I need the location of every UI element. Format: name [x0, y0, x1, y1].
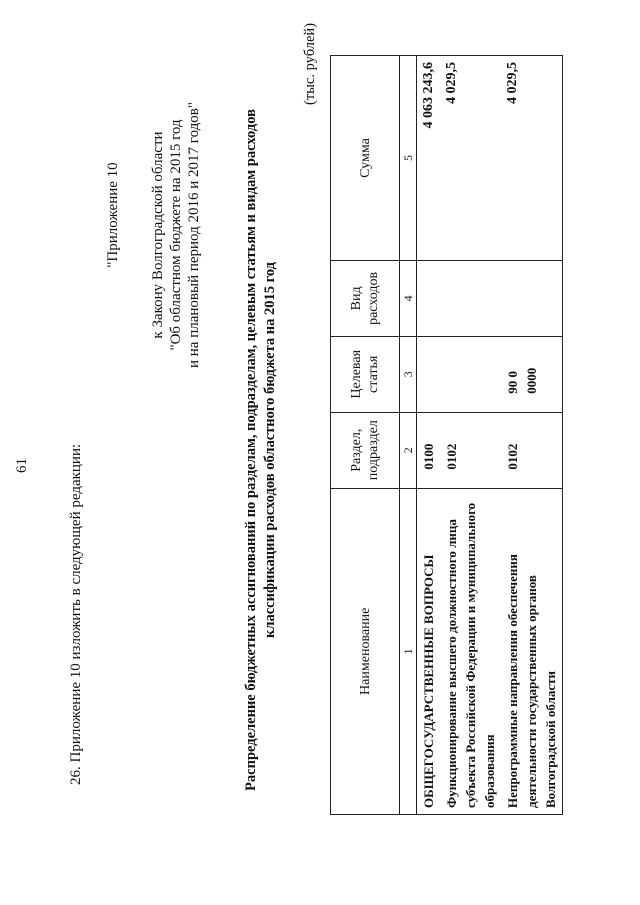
- intro-text: 26. Приложение 10 изложить в следующей редакции:: [68, 443, 84, 785]
- row-kind: [440, 260, 501, 336]
- row-section: 0102: [440, 412, 501, 488]
- table-row: [440, 56, 501, 815]
- index-cell: 2: [400, 412, 417, 488]
- appendix-line: к Закону Волгоградской области: [150, 131, 166, 339]
- row-sum: 4 029,5: [501, 56, 563, 261]
- budget-table: [330, 55, 563, 815]
- row-sum: 4 063 243,6: [417, 56, 441, 261]
- row-name: Функционирование высшего должностного лица субъекта Российской Федерации и муниципального образования: [440, 488, 501, 814]
- table-row: [417, 56, 441, 815]
- header-target: Целевая статья: [331, 336, 400, 412]
- header-name: Наименование: [331, 488, 400, 814]
- index-cell: 3: [400, 336, 417, 412]
- units-label: (тыс. рублей): [302, 23, 318, 105]
- appendix-line: и на плановый период 2016 и 2017 годов": [186, 102, 202, 368]
- row-section: 0100: [417, 412, 441, 488]
- row-target: 90 0 0000: [501, 336, 563, 412]
- table-header-row: [331, 56, 400, 815]
- row-kind: [501, 260, 563, 336]
- row-name: ОБЩЕГОСУДАРСТВЕННЫЕ ВОПРОСЫ: [417, 488, 441, 814]
- table-index-row: [400, 56, 417, 815]
- appendix-heading: "Приложение 10: [105, 162, 121, 268]
- row-kind: [417, 260, 441, 336]
- row-sum: 4 029,5: [440, 56, 501, 261]
- row-target: [417, 336, 441, 412]
- table-row: [501, 56, 563, 815]
- appendix-line: "Об областном бюджете на 2015 год: [168, 119, 184, 351]
- document-title-line2: классификации расходов областного бюджета на 2015 год: [262, 262, 278, 638]
- header-kind: Вид расходов: [331, 260, 400, 336]
- document-title: Распределение бюджетных ассигнований по разделам, подразделам, целевым статьям и видам расходов: [243, 109, 259, 791]
- row-target: [440, 336, 501, 412]
- header-section: Раздел, подраздел: [331, 412, 400, 488]
- index-cell: 4: [400, 260, 417, 336]
- row-section: 0102: [501, 412, 563, 488]
- index-cell: 1: [400, 488, 417, 814]
- row-name: Непрограммные направления обеспечения деятельности государственных органов Волгоградской области: [501, 488, 563, 814]
- page-number: 61: [14, 458, 30, 473]
- index-cell: 5: [400, 56, 417, 261]
- header-sum: Сумма: [331, 56, 400, 261]
